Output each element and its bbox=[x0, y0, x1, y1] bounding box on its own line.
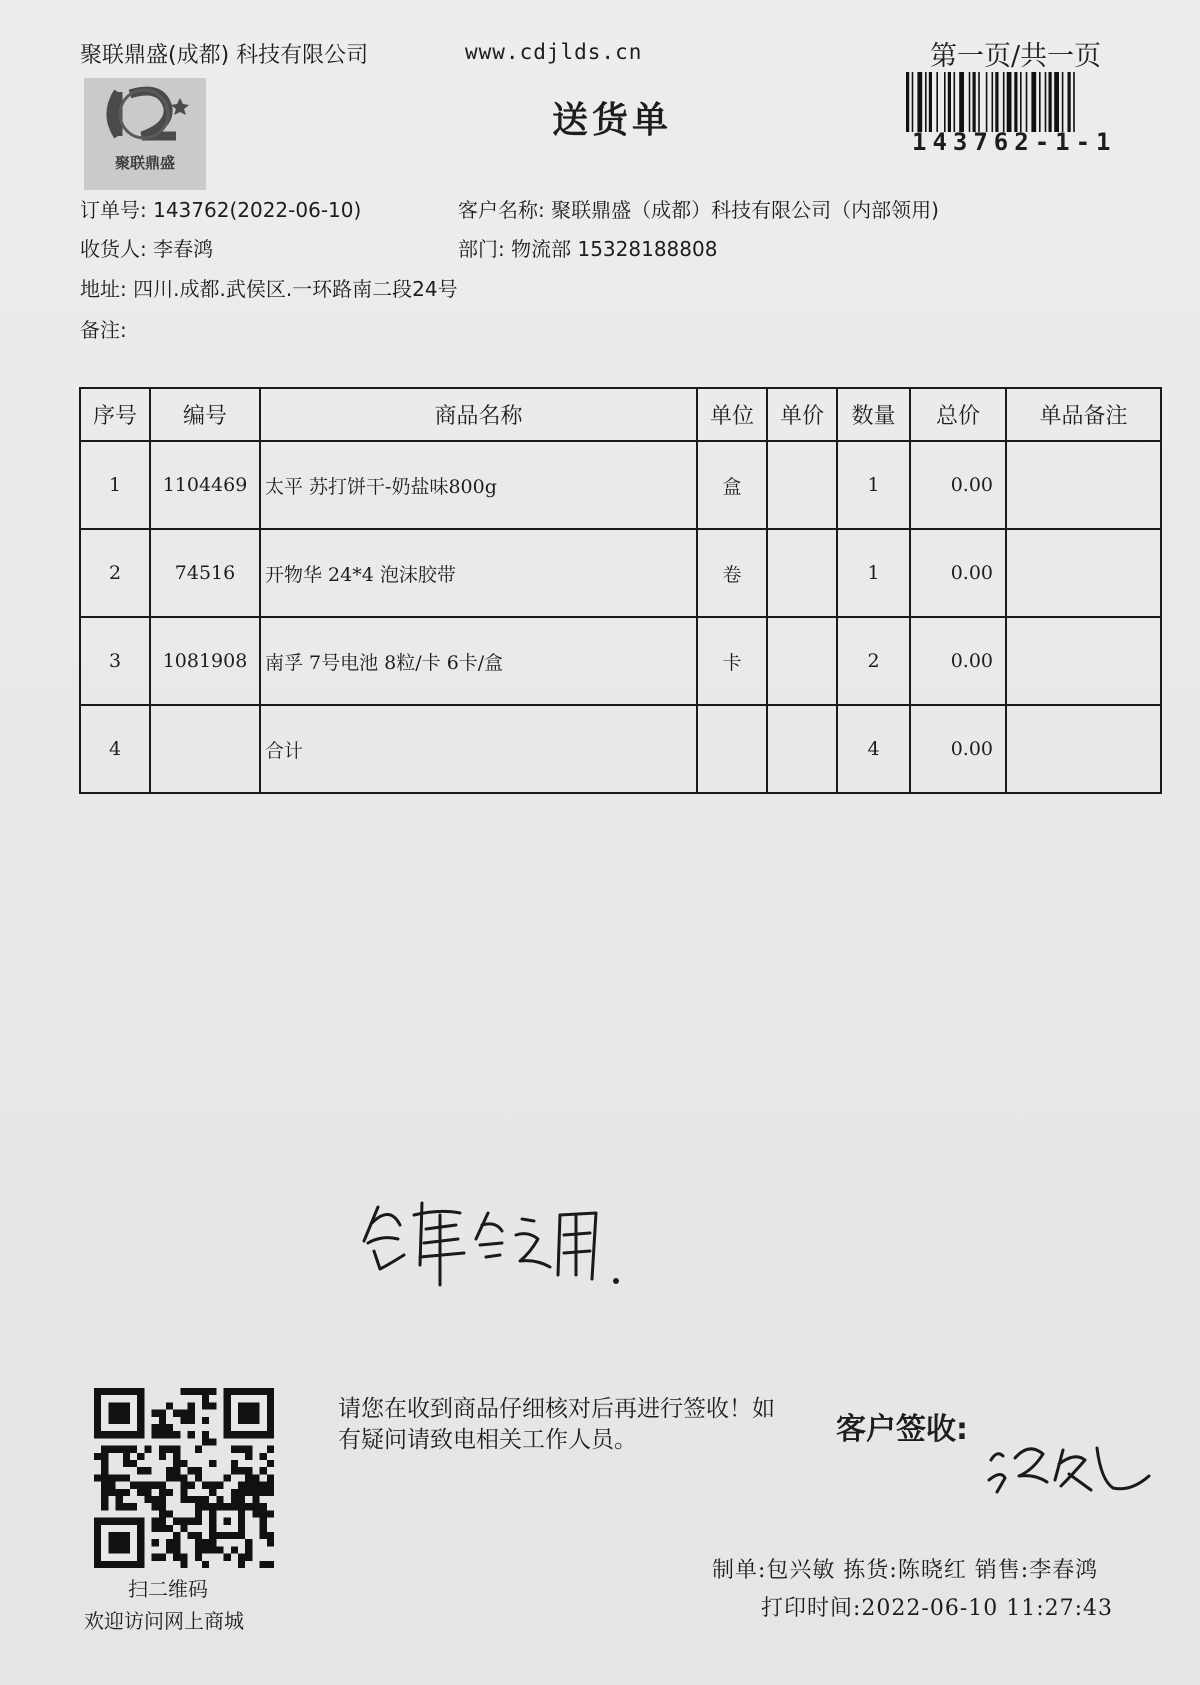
receiver bbox=[80, 233, 213, 262]
address-value: 四川.成都.武侯区.一环路南二段24号 bbox=[133, 277, 458, 301]
row-note bbox=[1006, 441, 1161, 529]
row-total: 0.00 bbox=[910, 705, 1006, 793]
order-number-label: 订单号: bbox=[80, 198, 147, 222]
qr-code-icon[interactable] bbox=[94, 1388, 274, 1568]
customer-sign-label: 客户签收: bbox=[836, 1412, 968, 1447]
row-seq: 2 bbox=[80, 529, 150, 617]
remark bbox=[80, 314, 127, 343]
row-note bbox=[1006, 529, 1161, 617]
row-total: 0.00 bbox=[910, 529, 1006, 617]
column-header: 序号 bbox=[80, 388, 150, 441]
column-header: 编号 bbox=[150, 388, 260, 441]
row-note bbox=[1006, 617, 1161, 705]
row-price bbox=[767, 441, 837, 529]
website-url[interactable]: www.cdjlds.cn bbox=[465, 40, 643, 64]
row-code bbox=[150, 705, 260, 793]
handwritten-note bbox=[360, 1195, 630, 1295]
row-qty: 1 bbox=[837, 529, 910, 617]
logo-text: 聚联鼎盛 bbox=[114, 154, 175, 172]
column-header: 单价 bbox=[767, 388, 837, 441]
row-seq: 4 bbox=[80, 705, 150, 793]
table-header-row bbox=[80, 388, 1161, 441]
column-header: 总价 bbox=[910, 388, 1006, 441]
column-header: 单位 bbox=[697, 388, 767, 441]
company-name: 聚联鼎盛(成都) 科技有限公司 bbox=[80, 43, 369, 68]
notice-text: 请您在收到商品仔细核对后再进行签收！如有疑问请致电相关工作人员。 bbox=[338, 1396, 775, 1453]
row-code: 1104469 bbox=[150, 441, 260, 529]
qr-caption-visit: 欢迎访问网上商城 bbox=[84, 1609, 244, 1633]
row-unit bbox=[697, 705, 767, 793]
row-price bbox=[767, 617, 837, 705]
row-price bbox=[767, 705, 837, 793]
row-product-name: 合计 bbox=[260, 705, 697, 793]
column-header: 单品备注 bbox=[1006, 388, 1161, 441]
order-number-value: 143762(2022-06-10) bbox=[153, 198, 362, 222]
qr-caption-scan: 扫二维码 bbox=[128, 1577, 208, 1601]
print-time: 打印时间:2022-06-10 11:27:43 bbox=[761, 1596, 1114, 1621]
department-label: 部门: bbox=[458, 237, 505, 261]
row-unit: 卷 bbox=[697, 529, 767, 617]
row-note bbox=[1006, 705, 1161, 793]
row-code: 1081908 bbox=[150, 617, 260, 705]
document-title: 送货单 bbox=[552, 100, 673, 141]
order-number bbox=[80, 194, 361, 223]
column-header: 商品名称 bbox=[260, 388, 697, 441]
table-row bbox=[80, 617, 1161, 705]
items-table bbox=[79, 387, 1162, 794]
row-seq: 1 bbox=[80, 441, 150, 529]
row-product-name: 开物华 24*4 泡沫胶带 bbox=[260, 529, 697, 617]
barcode-number: 143762-1-1 bbox=[912, 128, 1117, 156]
row-qty: 1 bbox=[837, 441, 910, 529]
logo-mark-icon bbox=[84, 78, 206, 152]
row-seq: 3 bbox=[80, 617, 150, 705]
row-unit: 盒 bbox=[697, 441, 767, 529]
customer-name-label: 客户名称: bbox=[458, 198, 545, 222]
table-row bbox=[80, 441, 1161, 529]
remark-label: 备注: bbox=[80, 318, 127, 342]
address bbox=[80, 273, 458, 302]
row-qty: 2 bbox=[837, 617, 910, 705]
table-row bbox=[80, 529, 1161, 617]
row-total: 0.00 bbox=[910, 441, 1006, 529]
department bbox=[458, 233, 717, 262]
barcode-icon bbox=[906, 72, 1124, 132]
row-product-name: 南孚 7号电池 8粒/卡 6卡/盒 bbox=[260, 617, 697, 705]
company-logo bbox=[84, 78, 206, 190]
department-value: 物流部 15328188808 bbox=[511, 237, 718, 261]
customer-signature bbox=[985, 1430, 1155, 1500]
row-price bbox=[767, 529, 837, 617]
row-total: 0.00 bbox=[910, 617, 1006, 705]
customer-name bbox=[458, 194, 939, 223]
table-row-total bbox=[80, 705, 1161, 793]
row-code: 74516 bbox=[150, 529, 260, 617]
row-unit: 卡 bbox=[697, 617, 767, 705]
address-label: 地址: bbox=[80, 277, 127, 301]
receiver-label: 收货人: bbox=[80, 237, 147, 261]
page-indicator: 第一页/共一页 bbox=[930, 41, 1102, 72]
row-product-name: 太平 苏打饼干-奶盐味800g bbox=[260, 441, 697, 529]
customer-name-value: 聚联鼎盛（成都）科技有限公司（内部领用) bbox=[551, 198, 939, 222]
row-qty: 4 bbox=[837, 705, 910, 793]
column-header: 数量 bbox=[837, 388, 910, 441]
staff-info: 制单:包兴敏 拣货:陈晓红 销售:李春鸿 bbox=[712, 1558, 1099, 1583]
receiver-value: 李春鸿 bbox=[153, 237, 214, 261]
